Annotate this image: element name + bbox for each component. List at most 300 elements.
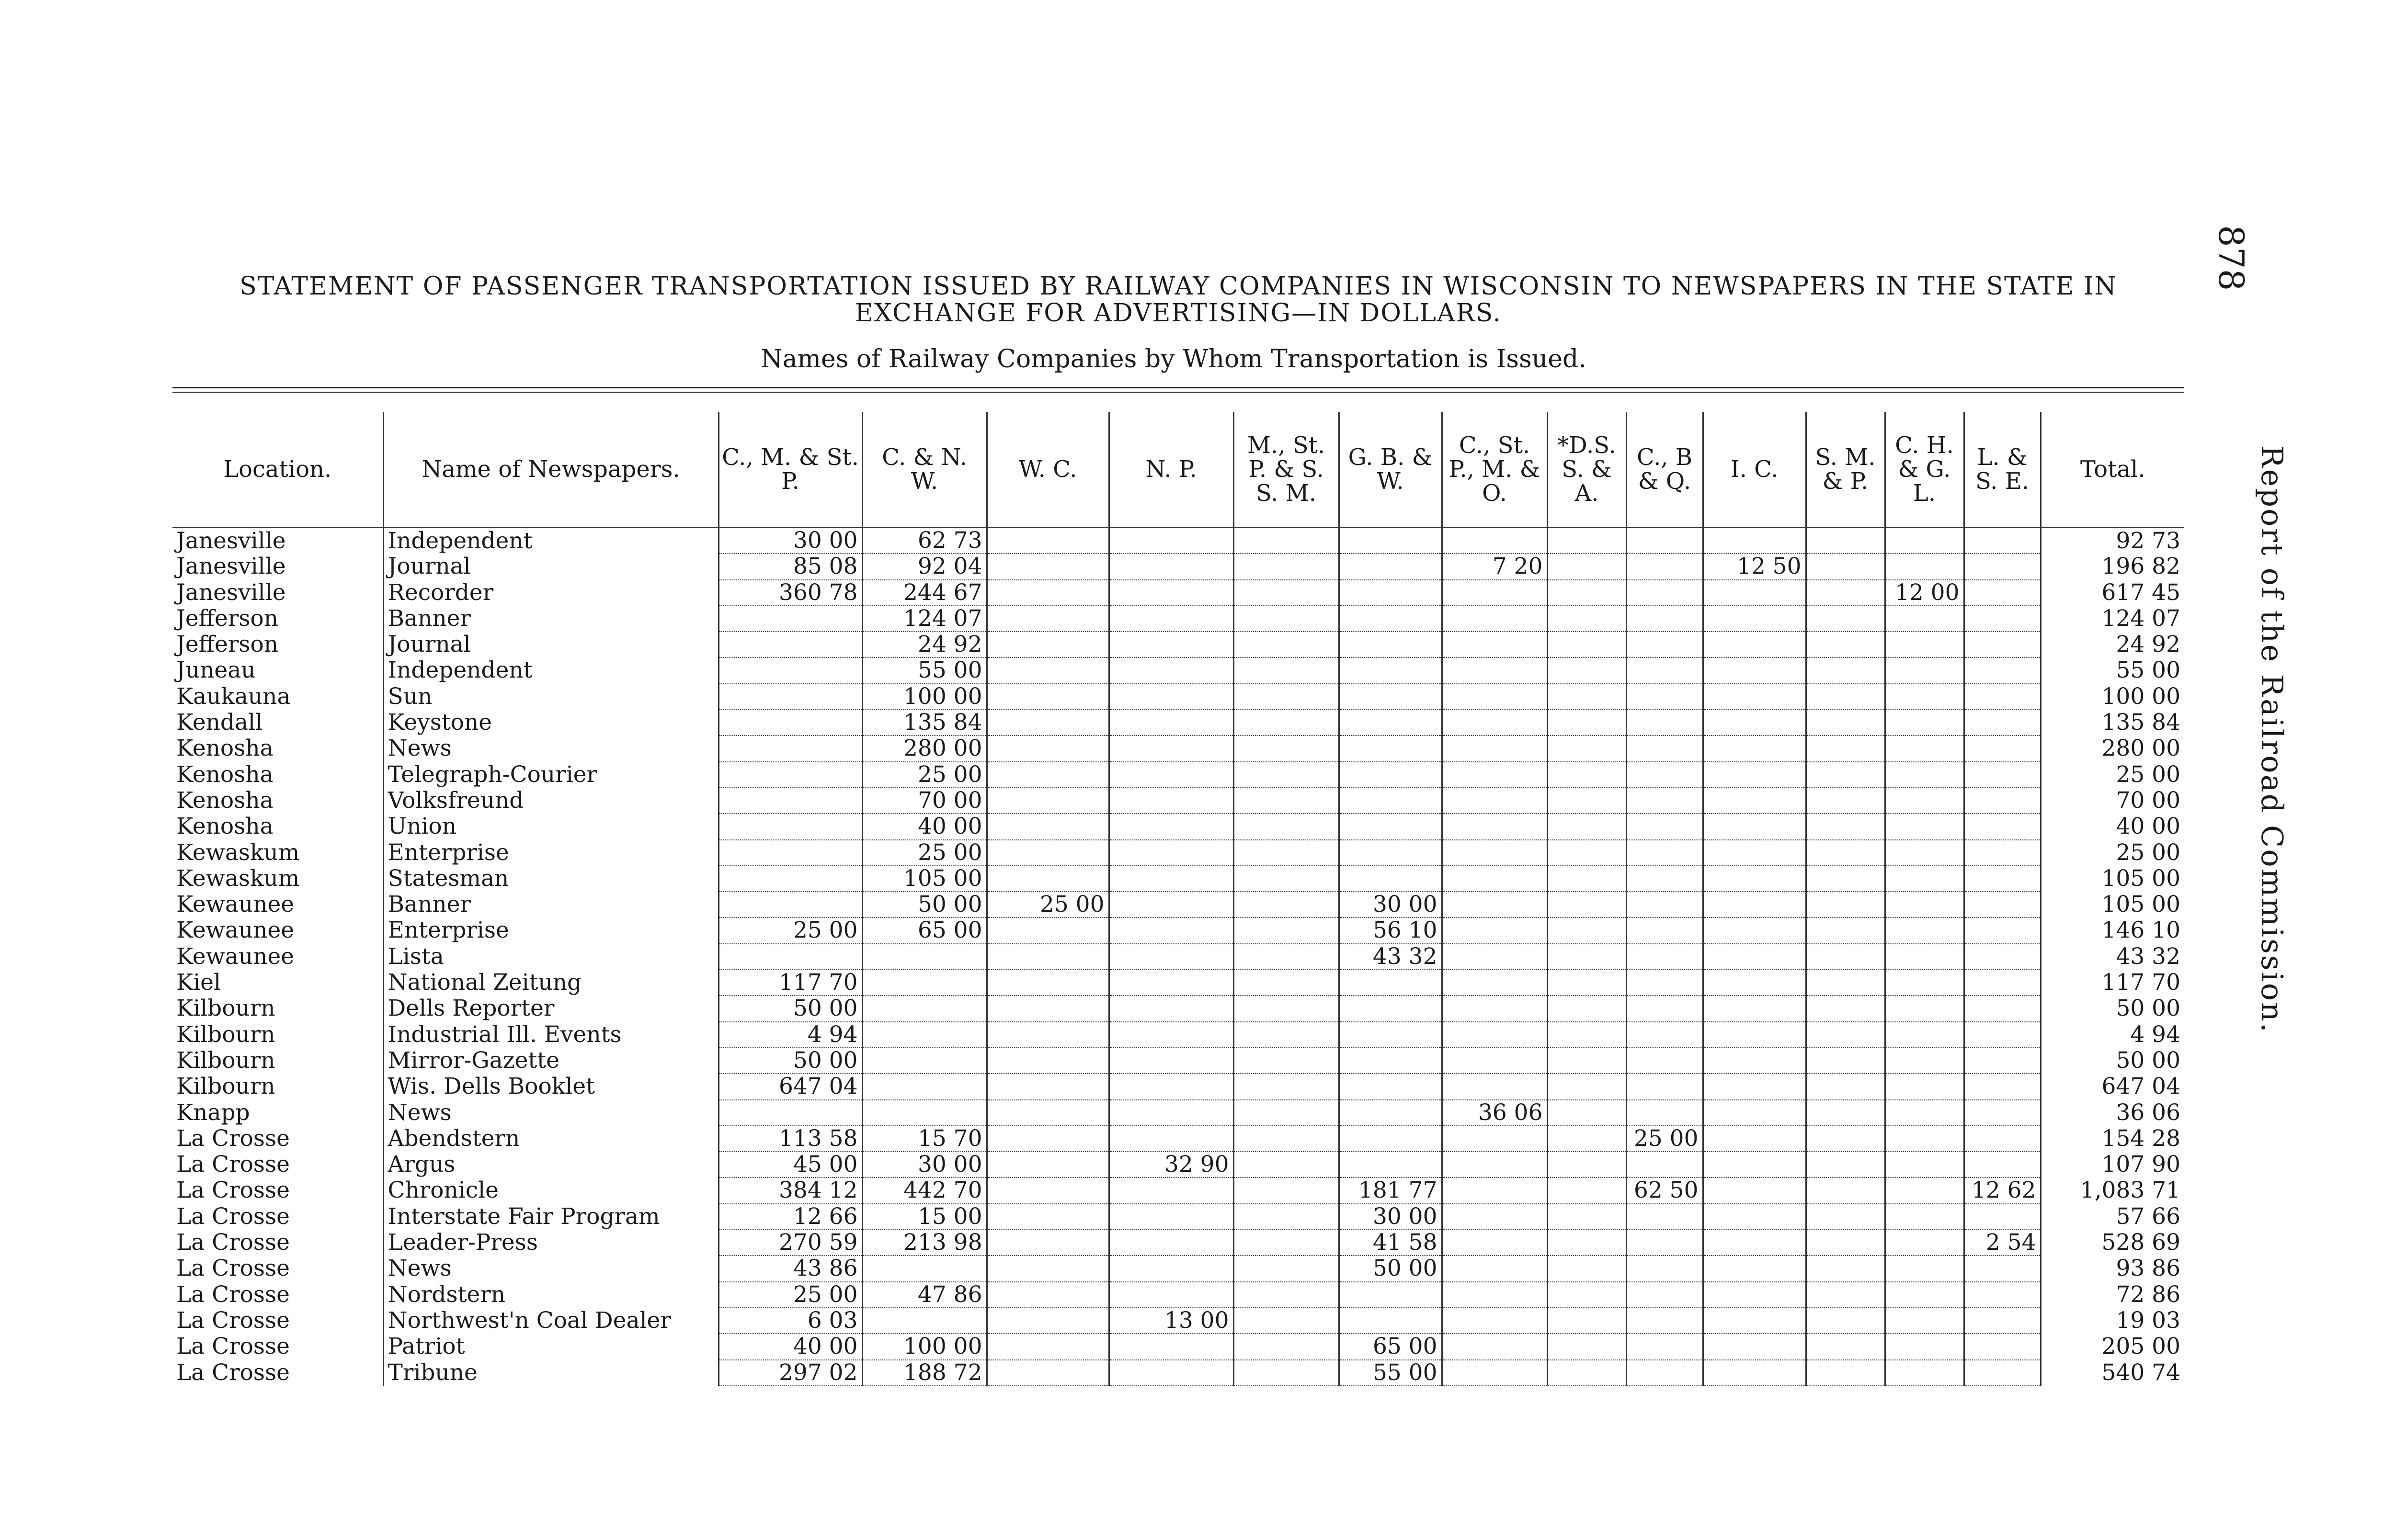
table-row xyxy=(172,1334,2184,1359)
table-row xyxy=(172,1152,2184,1178)
total-cell: 25 00 xyxy=(2041,762,2184,788)
amount-cell xyxy=(1964,1126,2041,1152)
amount-cell xyxy=(1626,1074,1703,1099)
amount-cell xyxy=(1703,580,1806,606)
total-cell: 205 00 xyxy=(2041,1334,2184,1359)
amount-cell: 41 58 xyxy=(1339,1230,1442,1256)
amount-cell xyxy=(1885,1152,1964,1178)
amount-cell: 124 07 xyxy=(862,606,987,632)
location-cell: Juneau xyxy=(176,657,256,684)
table-row xyxy=(172,1074,2184,1099)
amount-cell xyxy=(1703,814,1806,839)
table-subtitle: Names of Railway Companies by Whom Transportation is Issued. xyxy=(761,345,1586,374)
amount-cell xyxy=(1964,1152,2041,1178)
amount-cell xyxy=(1885,788,1964,814)
amount-cell xyxy=(1109,944,1233,970)
amount-cell xyxy=(987,1022,1109,1048)
newspaper-name-cell: Dells Reporter xyxy=(383,996,718,1021)
location-cell: Kaukauna xyxy=(176,683,291,710)
amount-cell xyxy=(1442,1334,1547,1359)
location-cell: Janesville xyxy=(176,579,286,606)
amount-cell xyxy=(1626,892,1703,917)
amount-cell xyxy=(1547,840,1626,866)
amount-cell xyxy=(1547,736,1626,761)
newspaper-name-cell: Volksfreund xyxy=(383,788,718,814)
amount-cell xyxy=(1233,736,1339,761)
amount-cell: 25 00 xyxy=(1626,1126,1703,1152)
amount-cell xyxy=(1626,1022,1703,1048)
location-cell: Kenosha xyxy=(176,761,274,788)
amount-cell xyxy=(1339,580,1442,606)
amount-cell xyxy=(1442,1048,1547,1074)
amount-cell: 7 20 xyxy=(1442,554,1547,579)
amount-cell: 30 00 xyxy=(1339,892,1442,917)
newspaper-name-cell: Union xyxy=(383,814,718,839)
amount-cell xyxy=(1109,1204,1233,1230)
amount-cell xyxy=(1885,710,1964,736)
amount-cell xyxy=(1626,866,1703,892)
newspaper-name-cell: Industrial Ill. Events xyxy=(383,1022,718,1048)
amount-cell xyxy=(1109,1178,1233,1203)
location-cell: Kenosha xyxy=(176,814,274,840)
table-row xyxy=(172,917,2184,943)
total-cell: 154 28 xyxy=(2041,1126,2184,1152)
location-cell: Janesville xyxy=(176,527,286,554)
amount-cell xyxy=(1703,788,1806,814)
amount-cell: 30 00 xyxy=(718,528,862,554)
amount-cell xyxy=(1885,1100,1964,1126)
amount-cell xyxy=(1964,788,2041,814)
amount-cell xyxy=(1442,684,1547,710)
amount-cell xyxy=(1442,657,1547,683)
amount-cell: 40 00 xyxy=(718,1334,862,1359)
newspaper-name-cell: Chronicle xyxy=(383,1178,718,1203)
amount-cell xyxy=(718,736,862,761)
amount-cell xyxy=(1547,970,1626,996)
amount-cell xyxy=(1109,1022,1233,1048)
column-header: Location. xyxy=(172,412,383,528)
total-cell: 105 00 xyxy=(2041,866,2184,892)
amount-cell xyxy=(987,1282,1109,1308)
amount-cell xyxy=(1339,866,1442,892)
newspaper-name-cell: News xyxy=(383,736,718,761)
column-header: W. C. xyxy=(987,412,1109,528)
location-cell: Kilbourn xyxy=(176,996,275,1022)
amount-cell xyxy=(1547,814,1626,839)
amount-cell xyxy=(987,866,1109,892)
amount-cell xyxy=(1233,892,1339,917)
amount-cell: 135 84 xyxy=(862,710,987,736)
newspaper-name-cell: Patriot xyxy=(383,1334,718,1359)
amount-cell xyxy=(718,684,862,710)
amount-cell: 32 90 xyxy=(1109,1152,1233,1178)
amount-cell: 92 04 xyxy=(862,554,987,579)
amount-cell: 280 00 xyxy=(862,736,987,761)
column-header: C. & N. W. xyxy=(862,412,987,528)
amount-cell xyxy=(718,762,862,788)
amount-cell xyxy=(1233,1152,1339,1178)
amount-cell xyxy=(1547,1100,1626,1126)
amount-cell xyxy=(1885,736,1964,761)
running-head: Report of the Railroad Commission. xyxy=(2255,445,2290,1034)
amount-cell xyxy=(1703,1178,1806,1203)
location-cell: Kenosha xyxy=(176,787,274,814)
amount-cell xyxy=(987,528,1109,554)
amount-cell xyxy=(1885,1126,1964,1152)
amount-cell xyxy=(1547,606,1626,632)
amount-cell xyxy=(718,892,862,917)
amount-cell xyxy=(1626,580,1703,606)
amount-cell xyxy=(1233,866,1339,892)
newspaper-name-cell: Enterprise xyxy=(383,917,718,943)
location-cell: Kiel xyxy=(176,970,221,996)
amount-cell xyxy=(1339,1100,1442,1126)
amount-cell xyxy=(1703,1282,1806,1308)
amount-cell xyxy=(1885,762,1964,788)
amount-cell xyxy=(1109,736,1233,761)
total-cell: 647 04 xyxy=(2041,1074,2184,1099)
amount-cell xyxy=(1442,1126,1547,1152)
amount-cell xyxy=(1626,736,1703,761)
amount-cell xyxy=(1626,1360,1703,1386)
amount-cell xyxy=(1703,1048,1806,1074)
total-cell: 55 00 xyxy=(2041,657,2184,683)
total-cell: 617 45 xyxy=(2041,580,2184,606)
amount-cell xyxy=(1339,970,1442,996)
amount-cell xyxy=(1885,1230,1964,1256)
amount-cell xyxy=(1703,736,1806,761)
location-cell: Kilbourn xyxy=(176,1047,275,1074)
table-row xyxy=(172,788,2184,814)
amount-cell xyxy=(1233,1256,1339,1281)
amount-cell xyxy=(1442,1022,1547,1048)
table-row xyxy=(172,1178,2184,1203)
amount-cell xyxy=(718,632,862,657)
location-cell: La Crosse xyxy=(176,1334,290,1360)
amount-cell xyxy=(1703,1204,1806,1230)
amount-cell xyxy=(1233,580,1339,606)
amount-cell: 244 67 xyxy=(862,580,987,606)
newspaper-name-cell: Tribune xyxy=(383,1360,718,1386)
amount-cell xyxy=(1885,944,1964,970)
amount-cell xyxy=(987,917,1109,943)
amount-cell xyxy=(1964,892,2041,917)
newspaper-name-cell: Sun xyxy=(383,684,718,710)
total-cell: 146 10 xyxy=(2041,917,2184,943)
table-title: STATEMENT OF PASSENGER TRANSPORTATION ISSUED BY RAILWAY COMPANIES IN WISCONSIN TO NEWSPAPERS IN THE STATE IN EXCHANGE FOR ADVERTISING—IN DOLLARS. xyxy=(240,272,2117,328)
amount-cell xyxy=(1547,1074,1626,1099)
amount-cell xyxy=(1547,892,1626,917)
amount-cell: 12 00 xyxy=(1885,580,1964,606)
location-cell: Knapp xyxy=(176,1099,250,1126)
amount-cell xyxy=(1626,996,1703,1021)
amount-cell xyxy=(1109,1048,1233,1074)
amount-cell xyxy=(1885,606,1964,632)
amount-cell xyxy=(1626,762,1703,788)
newspaper-name-cell: News xyxy=(383,1256,718,1281)
amount-cell xyxy=(1964,554,2041,579)
location-cell: La Crosse xyxy=(176,1281,290,1308)
amount-cell xyxy=(1964,1074,2041,1099)
amount-cell xyxy=(862,1308,987,1334)
amount-cell xyxy=(862,1100,987,1126)
amount-cell xyxy=(1547,710,1626,736)
table-row xyxy=(172,1204,2184,1230)
amount-cell: 25 00 xyxy=(862,840,987,866)
amount-cell xyxy=(1233,917,1339,943)
column-header: C. H. & G. L. xyxy=(1885,412,1964,528)
amount-cell xyxy=(1885,1074,1964,1099)
total-cell: 43 32 xyxy=(2041,944,2184,970)
amount-cell xyxy=(1233,684,1339,710)
amount-cell xyxy=(1547,1048,1626,1074)
amount-cell xyxy=(987,736,1109,761)
table-row xyxy=(172,736,2184,761)
amount-cell xyxy=(1233,1022,1339,1048)
amount-cell xyxy=(1885,917,1964,943)
amount-cell xyxy=(1885,1178,1964,1203)
amount-cell: 15 00 xyxy=(862,1204,987,1230)
amount-cell xyxy=(1806,762,1885,788)
amount-cell: 647 04 xyxy=(718,1074,862,1099)
amount-cell xyxy=(1885,970,1964,996)
newspaper-name-cell: Lista xyxy=(383,944,718,970)
amount-cell xyxy=(1964,840,2041,866)
table-row xyxy=(172,1048,2184,1074)
amount-cell xyxy=(1964,710,2041,736)
amount-cell xyxy=(1964,1308,2041,1334)
amount-cell xyxy=(1964,944,2041,970)
amount-cell: 2 54 xyxy=(1964,1230,2041,1256)
table-row xyxy=(172,1256,2184,1281)
amount-cell xyxy=(1703,528,1806,554)
table-row xyxy=(172,944,2184,970)
amount-cell xyxy=(862,1074,987,1099)
amount-cell xyxy=(1964,814,2041,839)
amount-cell: 12 66 xyxy=(718,1204,862,1230)
column-header: Name of Newspapers. xyxy=(383,412,718,528)
amount-cell xyxy=(1109,996,1233,1021)
column-header: G. B. & W. xyxy=(1339,412,1442,528)
location-cell: La Crosse xyxy=(176,1256,290,1282)
newspaper-name-cell: Banner xyxy=(383,892,718,917)
location-cell: La Crosse xyxy=(176,1307,290,1334)
total-cell: 540 74 xyxy=(2041,1360,2184,1386)
amount-cell xyxy=(1806,1256,1885,1281)
amount-cell xyxy=(718,657,862,683)
amount-cell xyxy=(1964,684,2041,710)
amount-cell xyxy=(1339,1152,1442,1178)
amount-cell xyxy=(987,1256,1109,1281)
amount-cell xyxy=(1233,970,1339,996)
amount-cell xyxy=(1547,528,1626,554)
amount-cell xyxy=(1806,840,1885,866)
amount-cell xyxy=(1626,944,1703,970)
amount-cell xyxy=(1233,632,1339,657)
total-cell: 50 00 xyxy=(2041,996,2184,1021)
amount-cell xyxy=(1442,528,1547,554)
amount-cell xyxy=(1703,1074,1806,1099)
newspaper-name-cell: National Zeitung xyxy=(383,970,718,996)
amount-cell xyxy=(1547,632,1626,657)
amount-cell xyxy=(1233,762,1339,788)
total-cell: 124 07 xyxy=(2041,606,2184,632)
amount-cell xyxy=(1806,606,1885,632)
amount-cell xyxy=(1806,1126,1885,1152)
header-row xyxy=(172,412,2184,528)
amount-cell: 70 00 xyxy=(862,788,987,814)
amount-cell xyxy=(1547,1126,1626,1152)
amount-cell xyxy=(1109,1334,1233,1359)
amount-cell xyxy=(1233,840,1339,866)
amount-cell: 65 00 xyxy=(1339,1334,1442,1359)
amount-cell xyxy=(987,1334,1109,1359)
amount-cell xyxy=(1109,1126,1233,1152)
amount-cell xyxy=(1703,917,1806,943)
table-row xyxy=(172,1230,2184,1256)
amount-cell xyxy=(1233,1126,1339,1152)
table-row xyxy=(172,606,2184,632)
amount-cell xyxy=(1442,840,1547,866)
amount-cell xyxy=(1964,580,2041,606)
amount-cell xyxy=(1109,1360,1233,1386)
amount-cell xyxy=(1339,814,1442,839)
amount-cell xyxy=(987,788,1109,814)
amount-cell xyxy=(1442,1308,1547,1334)
amount-cell xyxy=(1626,1334,1703,1359)
location-cell: Kewaunee xyxy=(176,917,295,944)
total-cell: 72 86 xyxy=(2041,1282,2184,1308)
table-row xyxy=(172,762,2184,788)
amount-cell xyxy=(1885,1360,1964,1386)
amount-cell: 50 00 xyxy=(718,996,862,1021)
amount-cell xyxy=(987,840,1109,866)
table-row xyxy=(172,1308,2184,1334)
amount-cell xyxy=(1233,944,1339,970)
amount-cell xyxy=(1806,1178,1885,1203)
amount-cell xyxy=(1806,814,1885,839)
amount-cell xyxy=(1703,1022,1806,1048)
amount-cell xyxy=(1806,1074,1885,1099)
table-body xyxy=(172,528,2184,1386)
amount-cell xyxy=(1109,632,1233,657)
amount-cell xyxy=(1442,606,1547,632)
amount-cell xyxy=(1703,1334,1806,1359)
amount-cell xyxy=(1233,1204,1339,1230)
amount-cell xyxy=(1806,657,1885,683)
column-header: C., St. P., M. & O. xyxy=(1442,412,1547,528)
top-double-rule-1 xyxy=(172,387,2184,388)
amount-cell: 113 58 xyxy=(718,1126,862,1152)
amount-cell xyxy=(1547,684,1626,710)
table-row xyxy=(172,970,2184,996)
amount-cell xyxy=(1964,1360,2041,1386)
amount-cell xyxy=(1547,1022,1626,1048)
amount-cell xyxy=(1339,606,1442,632)
amount-cell xyxy=(1442,944,1547,970)
total-cell: 50 00 xyxy=(2041,1048,2184,1074)
amount-cell xyxy=(1806,866,1885,892)
amount-cell: 30 00 xyxy=(862,1152,987,1178)
amount-cell xyxy=(1233,528,1339,554)
amount-cell xyxy=(1442,736,1547,761)
amount-cell: 62 73 xyxy=(862,528,987,554)
total-cell: 196 82 xyxy=(2041,554,2184,579)
amount-cell xyxy=(1964,1282,2041,1308)
amount-cell xyxy=(987,580,1109,606)
amount-cell xyxy=(718,866,862,892)
amount-cell xyxy=(1626,1204,1703,1230)
amount-cell xyxy=(1109,580,1233,606)
amount-cell xyxy=(1806,1048,1885,1074)
location-cell: Jefferson xyxy=(176,605,279,632)
amount-cell xyxy=(1885,684,1964,710)
amount-cell: 6 03 xyxy=(718,1308,862,1334)
amount-cell xyxy=(1442,580,1547,606)
amount-cell xyxy=(1109,970,1233,996)
amount-cell xyxy=(987,944,1109,970)
amount-cell xyxy=(1964,606,2041,632)
top-double-rule-2 xyxy=(172,392,2184,393)
amount-cell xyxy=(1806,710,1885,736)
amount-cell xyxy=(718,788,862,814)
table-row xyxy=(172,1282,2184,1308)
amount-cell xyxy=(1626,1100,1703,1126)
amount-cell xyxy=(862,1022,987,1048)
amount-cell xyxy=(1233,1230,1339,1256)
amount-cell: 43 86 xyxy=(718,1256,862,1281)
amount-cell xyxy=(1442,866,1547,892)
amount-cell xyxy=(1885,657,1964,683)
amount-cell: 442 70 xyxy=(862,1178,987,1203)
total-cell: 135 84 xyxy=(2041,710,2184,736)
amount-cell xyxy=(1109,606,1233,632)
amount-cell xyxy=(1547,1152,1626,1178)
amount-cell xyxy=(1885,1308,1964,1334)
amount-cell xyxy=(1547,1178,1626,1203)
amount-cell xyxy=(1703,762,1806,788)
amount-cell xyxy=(1339,657,1442,683)
newspaper-name-cell: Journal xyxy=(383,554,718,579)
amount-cell xyxy=(1233,1100,1339,1126)
amount-cell xyxy=(1964,528,2041,554)
amount-cell xyxy=(1703,944,1806,970)
amount-cell xyxy=(1806,1360,1885,1386)
amount-cell xyxy=(1964,1100,2041,1126)
amount-cell xyxy=(1547,866,1626,892)
amount-cell xyxy=(1626,657,1703,683)
amount-cell xyxy=(1233,1360,1339,1386)
amount-cell xyxy=(718,840,862,866)
amount-cell: 360 78 xyxy=(718,580,862,606)
amount-cell xyxy=(1547,996,1626,1021)
amount-cell xyxy=(987,1308,1109,1334)
amount-cell xyxy=(1233,814,1339,839)
amount-cell xyxy=(1233,657,1339,683)
amount-cell xyxy=(1109,710,1233,736)
location-cell: La Crosse xyxy=(176,1125,290,1152)
newspaper-name-cell: Northwest'n Coal Dealer xyxy=(383,1308,718,1334)
amount-cell: 4 94 xyxy=(718,1022,862,1048)
newspaper-name-cell: Argus xyxy=(383,1152,718,1178)
column-header: Total. xyxy=(2041,412,2184,528)
amount-cell xyxy=(1964,996,2041,1021)
amount-cell xyxy=(1885,554,1964,579)
amount-cell xyxy=(1109,814,1233,839)
table-row xyxy=(172,632,2184,657)
amount-cell xyxy=(1233,1334,1339,1359)
amount-cell xyxy=(1339,710,1442,736)
